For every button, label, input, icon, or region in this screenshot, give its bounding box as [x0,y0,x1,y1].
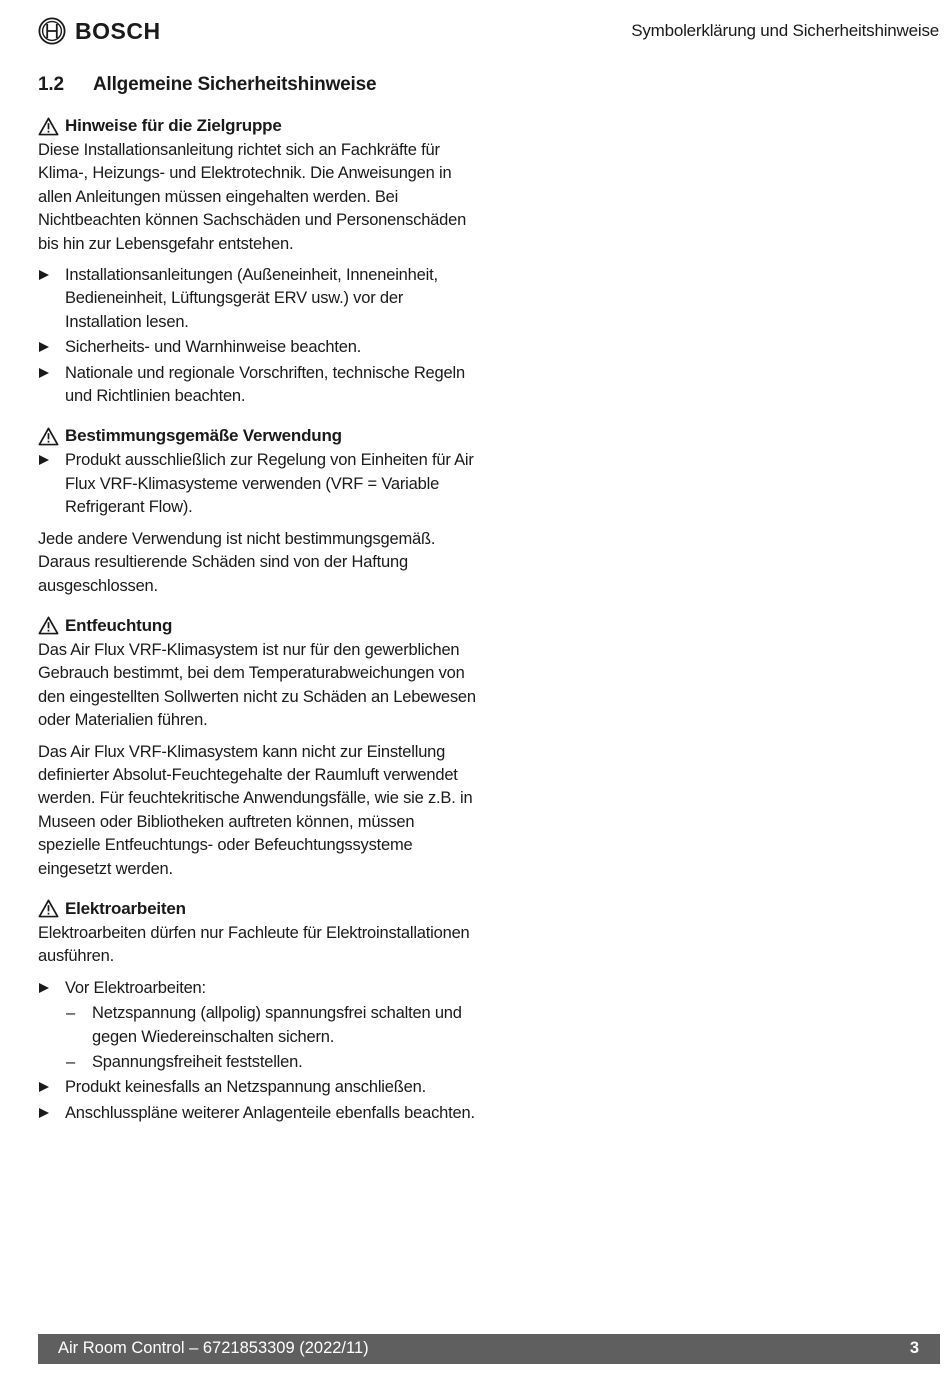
warning-triangle-icon [38,616,59,635]
paragraph: Jede andere Verwendung ist nicht bestimmungsgemäß. Daraus resultierende Schäden sind von der Haftung ausgeschlossen. [38,529,436,595]
warning-triangle-icon [38,427,59,446]
list-item [38,1076,476,1099]
bullet-arrow-icon [39,342,49,352]
subheading-elektro [38,897,476,921]
subheading-zielgruppe [38,114,476,138]
bullet-arrow-icon [39,270,49,280]
list-item-text: Anschlusspläne weiterer Anlagenteile ebenfalls beachten. [65,1103,475,1122]
warning-triangle-icon [38,117,59,136]
list-item [38,336,476,359]
bullet-arrow-icon [39,1108,49,1118]
subheading-text: Entfeuchtung [65,615,173,635]
list-item-text: Vor Elektroarbeiten: [65,978,206,997]
list-item [38,362,476,409]
section-title [38,72,476,98]
page-footer [38,1334,940,1364]
dash-item [65,1051,476,1074]
list-item-text: Nationale und regionale Vorschriften, technische Regeln und Richtlinien beachten. [65,363,465,406]
bullet-arrow-icon [39,455,49,465]
bosch-armature-icon [38,17,66,45]
brand-name: BOSCH [75,18,161,44]
section-number: 1.2 [38,74,64,95]
page-number: 3 [909,1339,919,1357]
list-item [38,449,476,519]
list-item-text: Installationsanleitungen (Außeneinheit, Inneneinheit, Bedieneinheit, Lüftungsgerät ERV usw.) vor der Installation lesen. [65,266,438,331]
list-item [38,977,476,1075]
section-title-text: Allgemeine Sicherheitshinweise [93,74,377,95]
dash-marker: – [66,1004,75,1023]
subheading-verwendung [38,424,476,448]
list-item [38,1102,476,1125]
dash-item-text: Spannungsfreiheit feststellen. [92,1053,303,1071]
list-item-text: Produkt ausschließlich zur Regelung von Einheiten für Air Flux VRF-Klimasysteme verwenden (VRF = Variable Refrigerant Flow). [65,451,474,517]
running-title: Symbolerklärung und Sicherheitshinweise [631,21,939,40]
bullet-arrow-icon [39,368,49,378]
list-item-text: Produkt keinesfalls an Netzspannung anschließen. [65,1078,426,1097]
footer-doc-info: Air Room Control – 6721853309 (2022/11) [58,1339,369,1357]
bosch-logo [38,17,161,45]
dash-list [65,1002,476,1074]
bullet-list [38,449,476,519]
bullet-arrow-icon [39,983,49,993]
page-header [0,0,950,60]
dash-item [65,1002,476,1049]
bullet-list [38,264,476,408]
bullet-arrow-icon [39,1082,49,1092]
list-item-text: Sicherheits- und Warnhinweise beachten. [65,338,362,357]
paragraph: Diese Installationsanleitung richtet sich an Fachkräfte für Klima-, Heizungs- und Elektrotechnik. Die Anweisungen in allen Anleitungen müssen eingehalten werden. Bei Nichtbeachten können Sachschäden und Personenschäden bis hin zur Lebensgefahr entstehen. [38,141,467,253]
paragraph: Das Air Flux VRF-Klimasystem kann nicht zur Einstellung definierter Absolut-Feuchtegehalte der Raumluft verwendet werden. Für feuchtekritische Anwendungsfälle, wie sie z.B. in Museen oder Bibliotheken auftreten können, müssen spezielle Entfeuchtungs- oder Befeuchtungssysteme eingesetzt werden. [38,742,473,878]
bullet-list [38,977,476,1125]
warning-triangle-icon [38,899,59,918]
paragraph: Das Air Flux VRF-Klimasystem ist nur für den gewerblichen Gebrauch bestimmt, bei dem Temperaturabweichungen von den eingestellten Sollwerten nicht zu Schäden an Lebewesen oder Materialien führen. [38,640,476,730]
dash-item-text: Netzspannung (allpolig) spannungsfrei schalten und gegen Wiedereinschalten sichern. [92,1004,462,1046]
subheading-text: Hinweise für die Zielgruppe [65,116,282,135]
subheading-text: Elektroarbeiten [65,898,186,918]
list-item [38,264,476,334]
subheading-text: Bestimmungsgemäße Verwendung [65,426,342,446]
subheading-entfeuchtung [38,614,476,638]
dash-marker: – [66,1053,75,1071]
page-content [38,72,476,1127]
paragraph: Elektroarbeiten dürfen nur Fachleute für Elektroinstallationen ausführen. [38,923,470,966]
